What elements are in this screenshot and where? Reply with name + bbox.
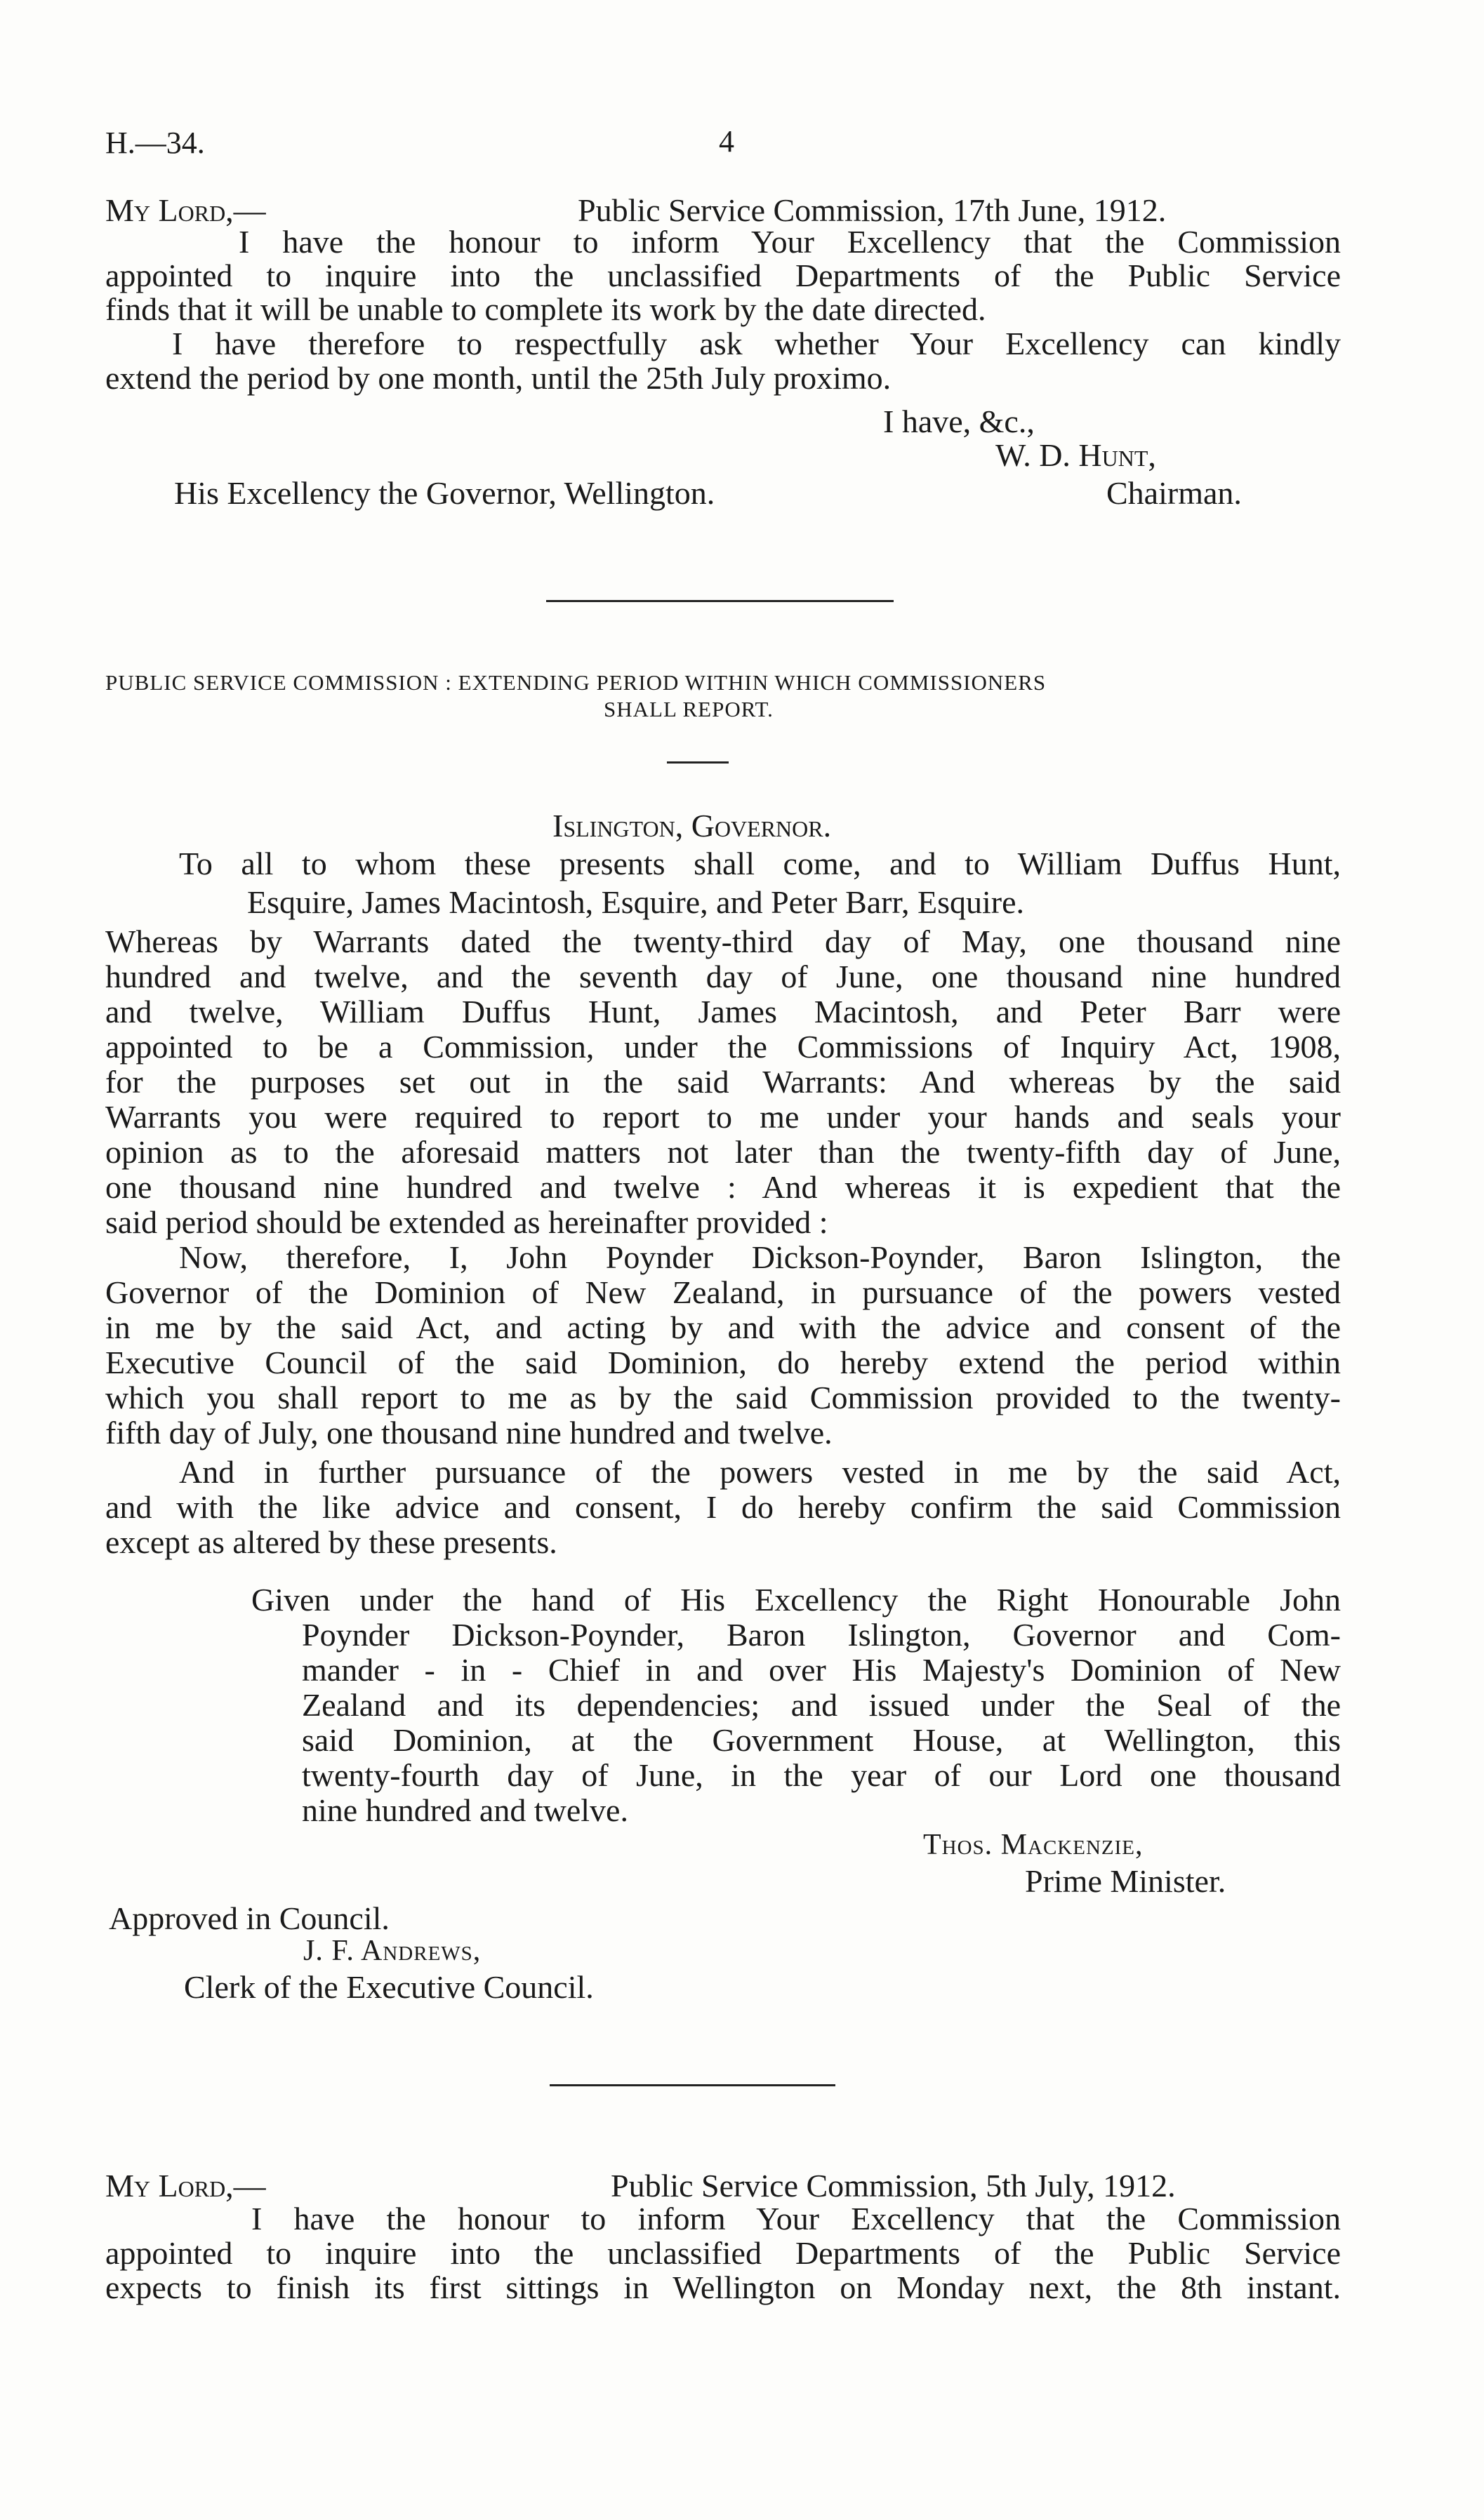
prime-minister-name: Thos. Mackenzie, — [923, 1829, 1144, 1861]
letter2-dateline: Public Service Commission, 5th July, 1912. — [611, 2168, 1176, 2204]
warrant-whereas-line: said period should be extended as hereinafter provided : — [105, 1204, 828, 1240]
letter1-p1-line1: I have the honour to inform Your Excellency that the Commission — [239, 224, 1341, 260]
letter1-p2-line2: extend the period by one month, until the 25th July proximo. — [105, 360, 892, 396]
letter1-p1-line2: appointed to inquire into the unclassified Departments of the Public Service — [105, 258, 1341, 293]
letter1-salutation: My Lord,— — [105, 192, 266, 228]
warrant-further-line: except as altered by these presents. — [105, 1524, 557, 1560]
letter2-line1: I have the honour to inform Your Excellency that the Commission — [251, 2201, 1341, 2236]
letter2-line3: expects to finish its first sittings in Wellington on Monday next, the 8th instant. — [105, 2269, 1341, 2305]
approved-in-council: Approved in Council. — [109, 1900, 390, 1936]
letter1-dateline: Public Service Commission, 17th June, 1912. — [578, 192, 1167, 228]
letter2-salutation: My Lord,— — [105, 2168, 266, 2204]
warrant-whereas-line: Whereas by Warrants dated the twenty-third day of May, one thousand nine — [105, 924, 1341, 959]
warrant-heading-line1: PUBLIC SERVICE COMMISSION : EXTENDING PERIOD WITHIN WHICH COMMISSIONERS — [105, 670, 1047, 695]
warrant-now-therefore-line: which you shall report to me as by the said Commission provided to the twenty- — [105, 1380, 1341, 1415]
warrant-given-line: twenty-fourth day of June, in the year of our Lord one thousand — [302, 1757, 1341, 1793]
letter2-line2: appointed to inquire into the unclassified Departments of the Public Service — [105, 2235, 1341, 2271]
warrant-now-therefore-line: Now, therefore, I, John Poynder Dickson-Poynder, Baron Islington, the — [179, 1239, 1341, 1275]
clerk-name: J. F. Andrews, — [303, 1935, 482, 1967]
warrant-governor: Islington, Governor. — [552, 808, 832, 844]
warrant-given-line: Zealand and its dependencies; and issued under the Seal of the — [302, 1687, 1341, 1723]
letter1-close: I have, &c., — [883, 404, 1035, 439]
warrant-now-therefore-line: Executive Council of the said Dominion, do hereby extend the period within — [105, 1345, 1341, 1380]
warrant-address-line2: Esquire, James Macintosh, Esquire, and Peter Barr, Esquire. — [247, 884, 1024, 920]
warrant-given-line: nine hundred and twelve. — [302, 1792, 628, 1828]
warrant-now-therefore-line: in me by the said Act, and acting by and with the advice and consent of the — [105, 1309, 1341, 1345]
letter1-addressee: His Excellency the Governor, Wellington. — [174, 475, 715, 511]
warrant-now-therefore-line: Governor of the Dominion of New Zealand, in pursuance of the powers vested — [105, 1274, 1341, 1310]
warrant-address-line1: To all to whom these presents shall come, and to William Duffus Hunt, — [179, 846, 1341, 881]
section-divider — [546, 600, 894, 602]
prime-minister-title: Prime Minister. — [1025, 1863, 1226, 1899]
warrant-whereas-line: one thousand nine hundred and twelve : And whereas it is expedient that the — [105, 1169, 1341, 1205]
warrant-given-line: said Dominion, at the Government House, at Wellington, this — [302, 1722, 1341, 1758]
warrant-whereas-line: hundred and twelve, and the seventh day of June, one thousand nine hundred — [105, 959, 1341, 994]
warrant-given-line: Poynder Dickson-Poynder, Baron Islington, Governor and Com- — [302, 1617, 1341, 1653]
page-number: 4 — [719, 124, 734, 159]
document-reference: H.—34. — [105, 126, 205, 160]
warrant-given-line: mander - in - Chief in and over His Majesty's Dominion of New — [302, 1652, 1341, 1688]
warrant-whereas-line: and twelve, William Duffus Hunt, James Macintosh, and Peter Barr were — [105, 994, 1341, 1029]
warrant-whereas-line: opinion as to the aforesaid matters not later than the twenty-fifth day of June, — [105, 1134, 1341, 1170]
clerk-title: Clerk of the Executive Council. — [184, 1969, 594, 2005]
letter1-signatory-title: Chairman. — [1106, 475, 1242, 511]
warrant-whereas-line: for the purposes set out in the said Warrants: And whereas by the said — [105, 1064, 1341, 1100]
warrant-whereas-line: Warrants you were required to report to me under your hands and seals your — [105, 1099, 1341, 1135]
warrant-given-line: Given under the hand of His Excellency the Right Honourable John — [251, 1582, 1341, 1618]
letter1-p2-line1: I have therefore to respectfully ask whether Your Excellency can kindly — [172, 326, 1341, 361]
section-divider — [550, 2084, 835, 2086]
letter1-signature: W. D. Hunt, — [995, 437, 1156, 473]
warrant-further-line: and with the like advice and consent, I do hereby confirm the said Commission — [105, 1489, 1341, 1525]
warrant-now-therefore-line: fifth day of July, one thousand nine hundred and twelve. — [105, 1415, 833, 1451]
warrant-heading-line2: SHALL REPORT. — [604, 697, 774, 721]
heading-divider — [667, 761, 729, 764]
letter1-p1-line3: finds that it will be unable to complete its work by the date directed. — [105, 291, 986, 327]
warrant-whereas-line: appointed to be a Commission, under the Commissions of Inquiry Act, 1908, — [105, 1029, 1341, 1065]
warrant-further-line: And in further pursuance of the powers vested in me by the said Act, — [179, 1454, 1341, 1490]
